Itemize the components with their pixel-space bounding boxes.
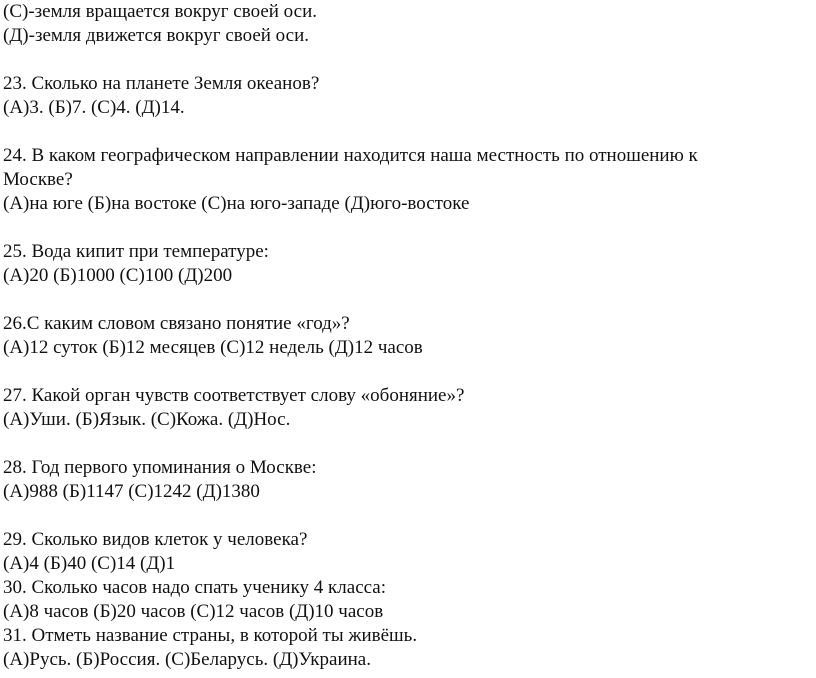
spacer: [3, 432, 816, 456]
q23-question: 23. Сколько на планете Земля океанов?: [3, 73, 320, 94]
spacer: [3, 360, 816, 384]
q28-options: (А)988 (Б)1147 (С)1242 (Д)1380: [3, 481, 260, 502]
q26-options: (А)12 суток (Б)12 месяцев (С)12 недель (Д)12 часов: [3, 337, 423, 358]
q26-question: 26.С каким словом связано понятие «год»?: [3, 313, 350, 334]
q25-options: (А)20 (Б)1000 (С)100 (Д)200: [3, 265, 233, 286]
q24-question-line2: Москве?: [3, 169, 73, 190]
spacer: [3, 120, 816, 144]
q24-options: (А)на юге (Б)на востоке (С)на юго-западе (Д)юго-востоке: [3, 193, 470, 214]
spacer: [3, 216, 816, 240]
q28-question: 28. Год первого упоминания о Москве:: [3, 457, 317, 478]
q25-question: 25. Вода кипит при температуре:: [3, 241, 269, 262]
q23-options: (А)3. (Б)7. (С)4. (Д)14.: [3, 97, 185, 118]
q30-question: 30. Сколько часов надо спать ученику 4 класса:: [3, 577, 387, 598]
q30-options: (А)8 часов (Б)20 часов (С)12 часов (Д)10 часов: [3, 601, 384, 622]
q31-question: 31. Отметь название страны, в которой ты живёшь.: [3, 625, 418, 646]
q27-question: 27. Какой орган чувств соответствует слову «обоняние»?: [3, 385, 465, 406]
q22-option-d: (Д)-земля движется вокруг своей оси.: [3, 25, 309, 46]
spacer: [3, 504, 816, 528]
spacer: [3, 288, 816, 312]
spacer: [3, 48, 816, 72]
q29-options: (А)4 (Б)40 (С)14 (Д)1: [3, 553, 176, 574]
q31-options: (А)Русь. (Б)Россия. (С)Беларусь. (Д)Украина.: [3, 649, 371, 670]
q27-options: (А)Уши. (Б)Язык. (С)Кожа. (Д)Нос.: [3, 409, 291, 430]
q29-question: 29. Сколько видов клеток у человека?: [3, 529, 308, 550]
q24-question-line1: 24. В каком географическом направлении находится наша местность по отношению к: [3, 145, 698, 166]
q22-option-c: (С)-земля вращается вокруг своей оси.: [3, 1, 317, 22]
